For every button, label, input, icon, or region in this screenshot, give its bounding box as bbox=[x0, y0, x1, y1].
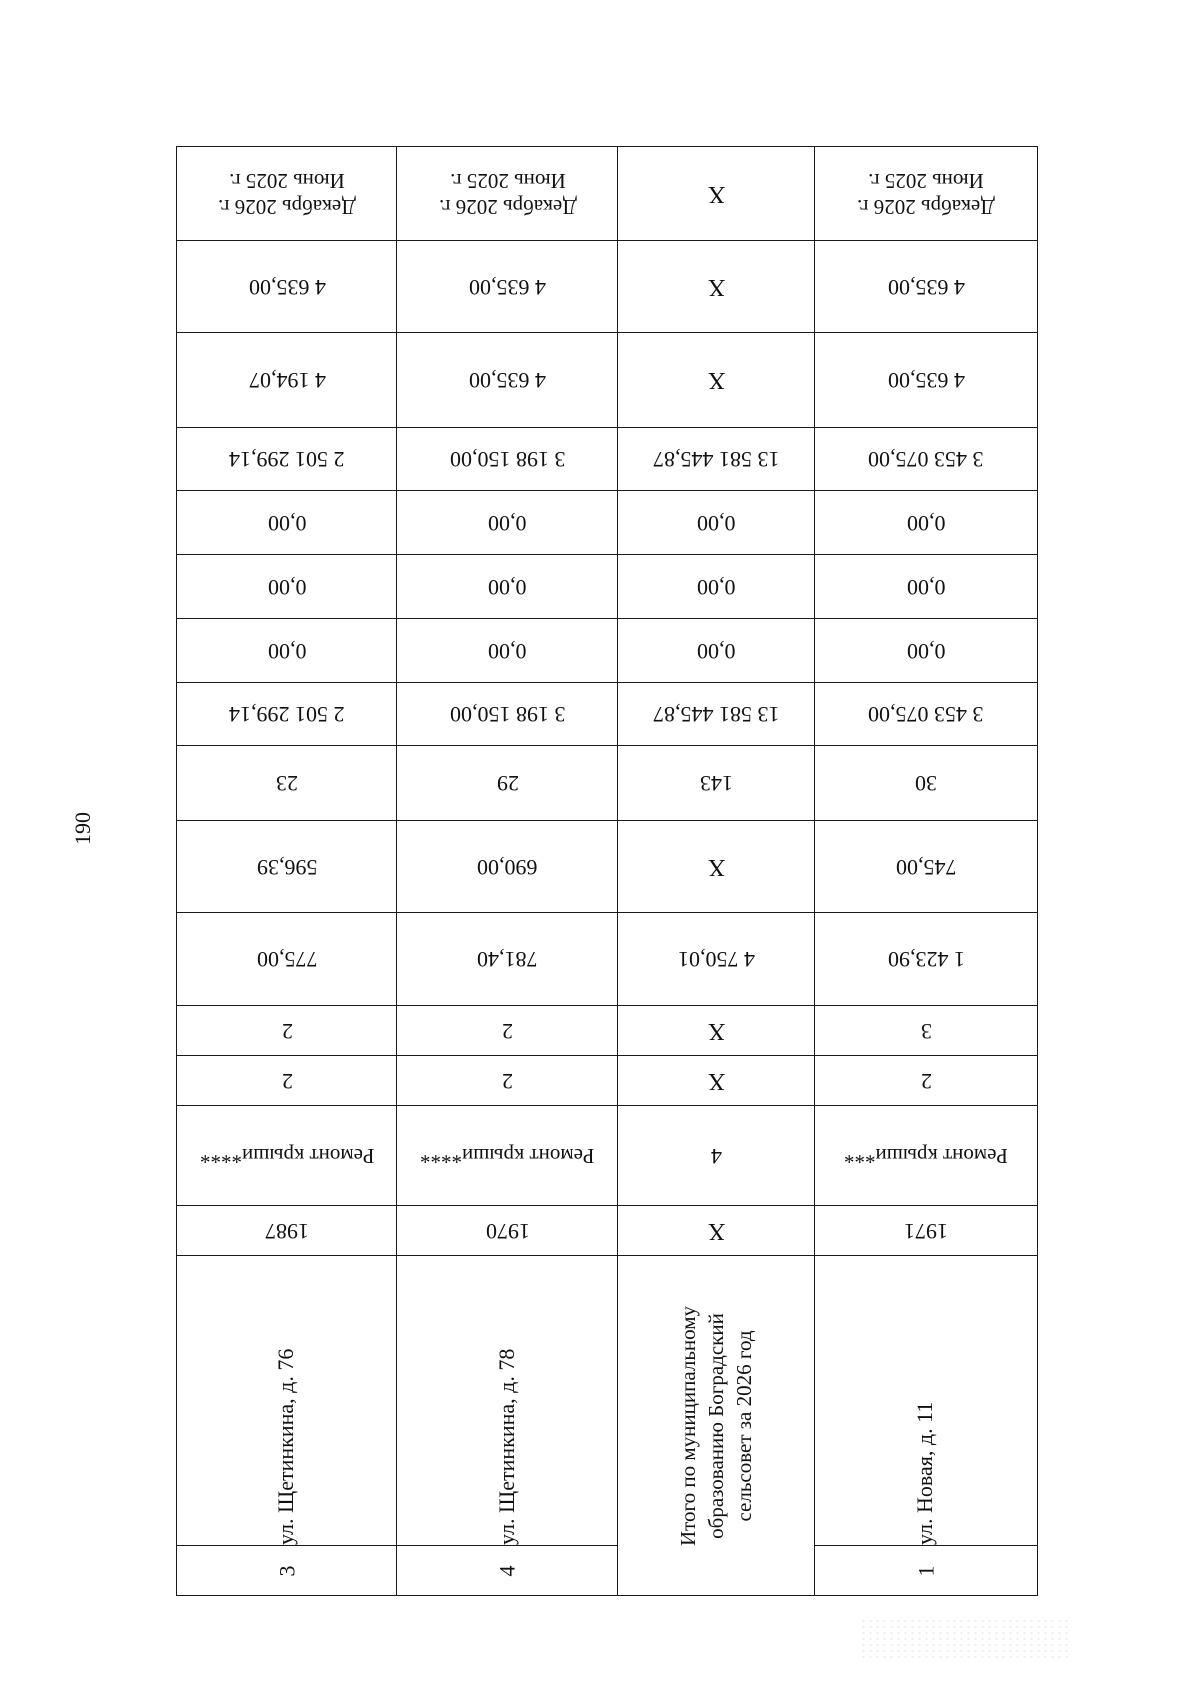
area-living: 690,00 bbox=[477, 854, 538, 880]
total-label-line1: Итого по муниципальному bbox=[676, 1305, 701, 1546]
cost-total-cell bbox=[815, 683, 1037, 746]
cost-federal-cell bbox=[815, 619, 1037, 683]
area-total: 775,00 bbox=[256, 947, 318, 972]
floors-cell bbox=[397, 1056, 618, 1106]
cost-local-cell bbox=[618, 491, 815, 555]
entrances-cell bbox=[618, 1006, 815, 1056]
floors: X bbox=[707, 1067, 726, 1094]
cost-local-cell bbox=[397, 491, 618, 555]
area-total-cell bbox=[177, 913, 397, 1006]
area-living: 596,39 bbox=[256, 854, 318, 880]
unit-cost-cell bbox=[397, 333, 618, 428]
unit-cost-limit: 4 635,00 bbox=[469, 274, 546, 300]
floors-cell bbox=[815, 1056, 1037, 1106]
cost-local: 0,00 bbox=[267, 510, 307, 536]
address-cell bbox=[815, 1256, 1037, 1546]
row-number-cell bbox=[397, 1546, 618, 1596]
work-type: Ремонт крыши*** bbox=[844, 1143, 1008, 1168]
work-type: Ремонт крыши**** bbox=[199, 1143, 375, 1168]
cost-owners: 3 453 075,00 bbox=[868, 447, 984, 472]
unit-cost-limit: 4 635,00 bbox=[248, 274, 326, 300]
total-label-line2: образованию Боградский bbox=[704, 1312, 729, 1539]
period-cell bbox=[618, 146, 815, 241]
year: 1970 bbox=[485, 1218, 530, 1244]
residents-cell bbox=[815, 746, 1037, 821]
area-living-cell bbox=[618, 821, 815, 913]
period-start: Июнь 2025 г. bbox=[229, 168, 345, 193]
area-living: X bbox=[707, 853, 726, 880]
cost-owners-cell bbox=[815, 428, 1037, 491]
unit-cost-cell bbox=[618, 333, 815, 428]
address: ул. Щетинкина, д. 76 bbox=[273, 1348, 298, 1545]
cost-local: 0,00 bbox=[906, 510, 946, 536]
residents: 143 bbox=[700, 771, 733, 796]
work-type-cell bbox=[618, 1106, 815, 1206]
table-row bbox=[814, 146, 1038, 1596]
work-type: Ремонт крыши**** bbox=[420, 1143, 595, 1168]
entrances: 2 bbox=[281, 1018, 293, 1044]
area-living-cell bbox=[815, 821, 1037, 913]
address-cell bbox=[177, 1256, 397, 1546]
unit-cost: 4 635,00 bbox=[469, 368, 546, 393]
cost-regional: 0,00 bbox=[906, 574, 946, 600]
floors-cell bbox=[177, 1056, 397, 1106]
cost-total: 3 453 075,00 bbox=[868, 702, 984, 727]
unit-cost-cell bbox=[815, 333, 1037, 428]
cost-local: 0,00 bbox=[697, 510, 736, 536]
cost-total: 13 581 445,87 bbox=[653, 702, 780, 727]
area-total-cell bbox=[618, 913, 815, 1006]
unit-cost-limit: 4 635,00 bbox=[887, 274, 965, 300]
residents: 30 bbox=[915, 771, 937, 796]
period-start: X bbox=[707, 180, 726, 207]
unit-cost: X bbox=[707, 367, 726, 393]
entrances-cell bbox=[815, 1006, 1037, 1056]
area-living-cell bbox=[177, 821, 397, 913]
year-cell bbox=[815, 1206, 1037, 1256]
entrances: X bbox=[707, 1017, 726, 1044]
year-cell bbox=[618, 1206, 815, 1256]
year: X bbox=[707, 1217, 726, 1244]
period-start: Июнь 2025 г. bbox=[868, 168, 984, 193]
cost-owners: 3 198 150,00 bbox=[449, 447, 566, 472]
floors: 2 bbox=[502, 1068, 513, 1094]
repair-program-table bbox=[176, 146, 1036, 1596]
period-cell bbox=[177, 146, 397, 241]
residents-cell bbox=[618, 746, 815, 821]
cost-federal: 0,00 bbox=[906, 638, 946, 664]
total-label-line3: сельсовет за 2026 год bbox=[732, 1329, 757, 1522]
cost-owners-cell bbox=[177, 428, 397, 491]
cost-total: 3 198 150,00 bbox=[449, 702, 566, 727]
cost-federal-cell bbox=[618, 619, 815, 683]
cost-regional-cell bbox=[618, 555, 815, 619]
period-cell bbox=[815, 146, 1037, 241]
residents-cell bbox=[177, 746, 397, 821]
cost-owners: 13 581 445,87 bbox=[653, 447, 780, 472]
cost-regional: 0,00 bbox=[697, 574, 736, 600]
cost-local: 0,00 bbox=[488, 510, 527, 536]
area-total: 4 750,01 bbox=[678, 947, 755, 972]
cost-federal: 0,00 bbox=[697, 638, 736, 664]
unit-cost: 4 194,07 bbox=[248, 368, 326, 393]
cost-federal-cell bbox=[177, 619, 397, 683]
scan-noise bbox=[860, 1618, 1070, 1658]
entrances: 2 bbox=[502, 1018, 513, 1044]
period-start: Июнь 2025 г. bbox=[449, 168, 566, 193]
work-type-cell bbox=[177, 1106, 397, 1206]
address: ул. Новая, д. 11 bbox=[912, 1401, 937, 1545]
area-total-cell bbox=[397, 913, 618, 1006]
residents: 23 bbox=[276, 771, 298, 796]
year-cell bbox=[397, 1206, 618, 1256]
row-number: 4 bbox=[494, 1565, 520, 1576]
page-number: 190 bbox=[70, 812, 95, 845]
cost-regional-cell bbox=[815, 555, 1037, 619]
work-type: 4 bbox=[711, 1143, 722, 1169]
cost-owners-cell bbox=[618, 428, 815, 491]
cost-regional: 0,00 bbox=[267, 574, 307, 600]
cost-federal-cell bbox=[397, 619, 618, 683]
row-number-cell bbox=[815, 1546, 1037, 1596]
entrances-cell bbox=[397, 1006, 618, 1056]
entrances-cell bbox=[177, 1006, 397, 1056]
unit-cost-limit-cell bbox=[618, 241, 815, 333]
cost-federal: 0,00 bbox=[488, 638, 527, 664]
area-total: 1 423,90 bbox=[887, 947, 965, 972]
period-end: Декабрь 2026 г. bbox=[438, 194, 577, 219]
unit-cost-limit: X bbox=[707, 273, 726, 300]
period-end: Декабрь 2026 г. bbox=[857, 194, 995, 219]
unit-cost-limit-cell bbox=[815, 241, 1037, 333]
residents: 29 bbox=[496, 771, 519, 796]
cost-total-cell bbox=[618, 683, 815, 746]
residents-cell bbox=[397, 746, 618, 821]
table-row bbox=[176, 146, 397, 1596]
year: 1971 bbox=[904, 1218, 948, 1244]
unit-cost-limit-cell bbox=[397, 241, 618, 333]
year: 1987 bbox=[265, 1218, 309, 1244]
cost-local-cell bbox=[177, 491, 397, 555]
cost-regional: 0,00 bbox=[488, 574, 527, 600]
table-row bbox=[396, 146, 618, 1596]
cost-total: 2 501 299,14 bbox=[229, 702, 345, 727]
unit-cost-limit-cell bbox=[177, 241, 397, 333]
row-number: 1 bbox=[913, 1565, 938, 1576]
floors: 2 bbox=[281, 1068, 293, 1094]
address: ул. Щетинкина, д. 78 bbox=[493, 1348, 519, 1545]
entrances: 3 bbox=[920, 1018, 932, 1044]
unit-cost: 4 635,00 bbox=[887, 368, 965, 393]
period-end: Декабрь 2026 г. bbox=[218, 194, 356, 219]
floors-cell bbox=[618, 1056, 815, 1106]
cost-regional-cell bbox=[177, 555, 397, 619]
cost-total-cell bbox=[177, 683, 397, 746]
area-total: 781,40 bbox=[477, 947, 538, 972]
area-total-cell bbox=[815, 913, 1037, 1006]
row-number: 3 bbox=[274, 1565, 299, 1576]
area-living-cell bbox=[397, 821, 618, 913]
total-label bbox=[675, 1305, 759, 1545]
year-cell bbox=[177, 1206, 397, 1256]
cost-local-cell bbox=[815, 491, 1037, 555]
address-cell bbox=[397, 1256, 618, 1546]
cost-regional-cell bbox=[397, 555, 618, 619]
unit-cost-cell bbox=[177, 333, 397, 428]
floors: 2 bbox=[920, 1068, 932, 1094]
cost-owners: 2 501 299,14 bbox=[229, 447, 345, 472]
work-type-cell bbox=[815, 1106, 1037, 1206]
total-label-cell bbox=[618, 1256, 815, 1596]
cost-owners-cell bbox=[397, 428, 618, 491]
cost-federal: 0,00 bbox=[267, 638, 307, 664]
area-living: 745,00 bbox=[895, 854, 957, 880]
period-cell bbox=[397, 146, 618, 241]
work-type-cell bbox=[397, 1106, 618, 1206]
cost-total-cell bbox=[397, 683, 618, 746]
row-number-cell bbox=[177, 1546, 397, 1596]
total-row bbox=[617, 146, 815, 1596]
